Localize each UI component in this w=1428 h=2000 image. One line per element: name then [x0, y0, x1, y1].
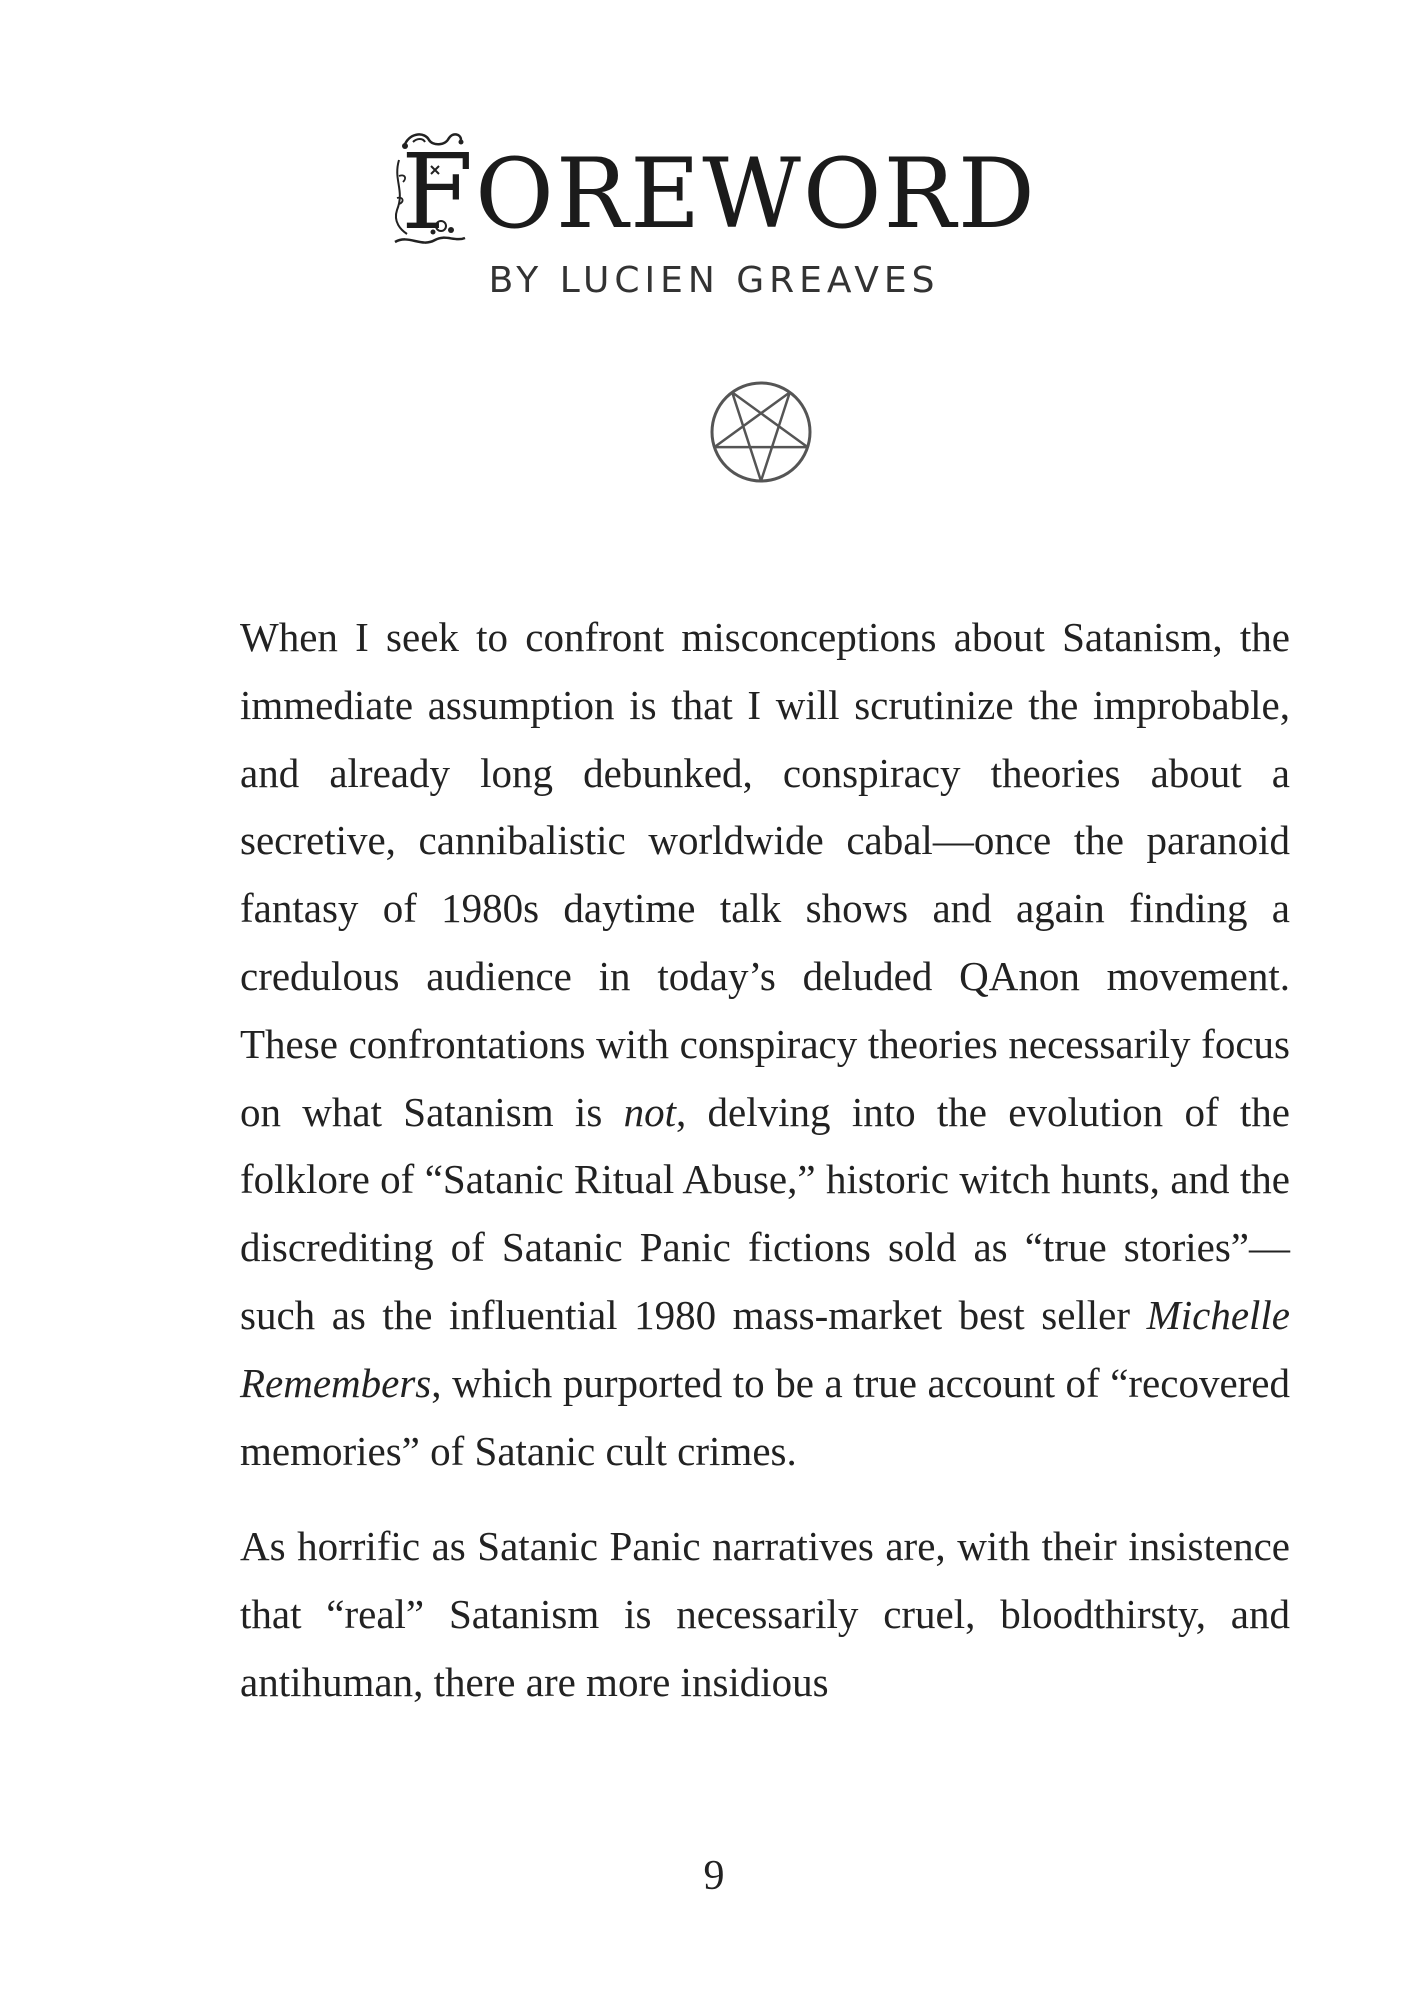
body-text: [240, 604, 1290, 1717]
chapter-header: [0, 130, 1428, 301]
book-title-michelle-remembers: Michelle Remembers: [240, 1291, 1290, 1406]
emphasis-not: not: [623, 1088, 676, 1135]
text-run: When I seek to confront misconceptions about Satanism, the immediate assumption is that I will scrutinize the improbable, and already long debunked, conspiracy theories about a secretive, cannibalistic worldwide cabal—once the paranoid fantasy of 1980s daytime talk shows and again finding a credulous audience in today’s deluded QAnon movement. These confrontations with conspiracy theories necessarily focus on what Satanism is: [240, 614, 1290, 1135]
chapter-title-text: OREWORD: [475, 138, 1037, 250]
drop-cap-letter: F: [401, 131, 474, 253]
author-byline: BY LUCIEN GREAVES: [488, 260, 940, 301]
page-number: 9: [703, 1853, 725, 1899]
chapter-title: [0, 130, 1428, 253]
text-run: , which purported to be a true account of “recovered memories” of Satanic cult crimes.: [240, 1359, 1290, 1474]
paragraph: [240, 604, 1290, 1485]
drop-cap: [391, 130, 474, 253]
pentagram-icon: [709, 380, 813, 484]
text-run: , delving into the evolution of the folklore of “Satanic Ritual Abuse,” historic witch hunts, and the discrediting of Satanic Panic fictions sold as “true stories”—such as the influential 1980 mass-market best seller: [240, 1088, 1290, 1338]
paragraph: As horrific as Satanic Panic narratives are, with their insistence that “real” Satanism is necessarily cruel, bloodthirsty, and antihuman, there are more insidious: [240, 1523, 1290, 1705]
